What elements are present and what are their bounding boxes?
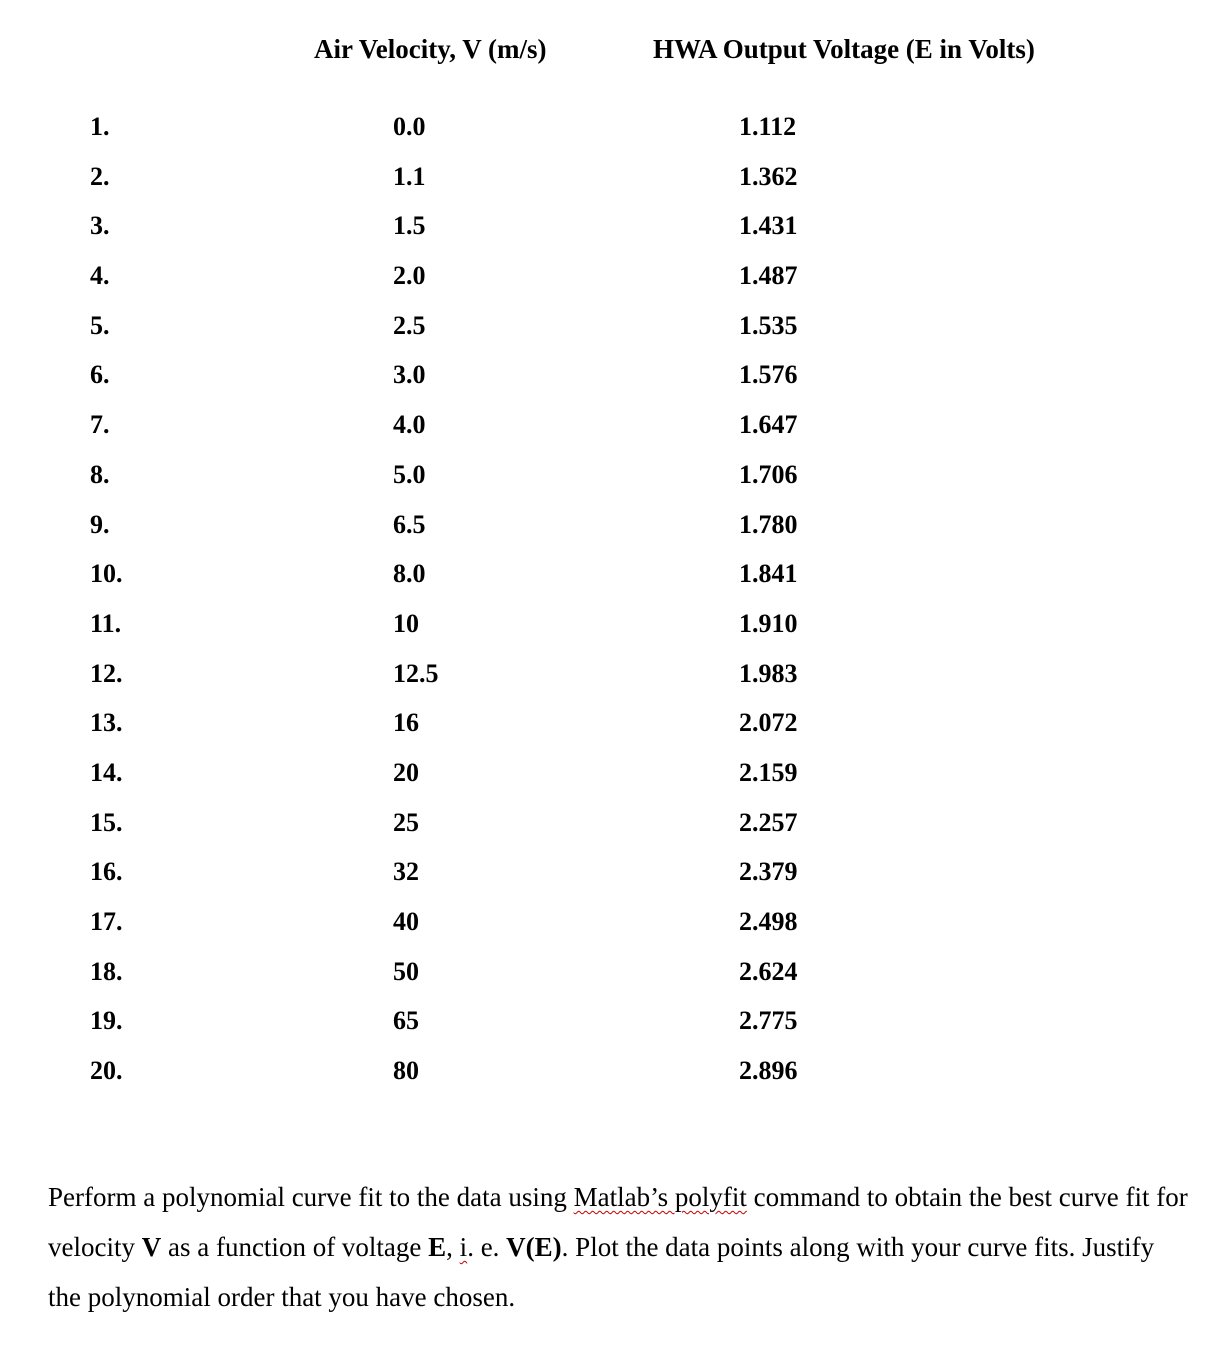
voltage-cell: 2.159 bbox=[739, 757, 798, 787]
velocity-cell: 5.0 bbox=[393, 459, 426, 489]
velocity-cell: 1.1 bbox=[393, 161, 426, 191]
velocity-cell: 12.5 bbox=[393, 658, 439, 688]
voltage-cell: 1.487 bbox=[739, 261, 798, 291]
voltage-cell: 2.896 bbox=[739, 1056, 798, 1086]
row-number: 16. bbox=[90, 857, 123, 887]
voltage-cell: 2.498 bbox=[739, 907, 798, 936]
table-row bbox=[0, 756, 1227, 806]
table-row bbox=[0, 358, 1227, 408]
instruction-paragraph bbox=[48, 1172, 1188, 1322]
voltage-cell: 1.576 bbox=[739, 360, 798, 390]
instruction-text: , bbox=[446, 1232, 460, 1262]
row-number: 1. bbox=[90, 112, 110, 141]
table-row bbox=[0, 209, 1227, 259]
instruction-text: . Plot the data points along with your curve fits. Justify the polynomial order that you have chosen. bbox=[48, 1232, 1155, 1312]
row-number: 15. bbox=[90, 807, 123, 837]
row-number: 18. bbox=[90, 956, 123, 986]
table-row bbox=[0, 706, 1227, 756]
velocity-cell: 10 bbox=[393, 608, 419, 638]
table-row bbox=[0, 905, 1227, 955]
voltage-cell: 2.257 bbox=[739, 807, 798, 837]
voltage-cell: 2.624 bbox=[739, 956, 798, 986]
velocity-cell: 25 bbox=[393, 807, 419, 837]
table-row bbox=[0, 806, 1227, 856]
velocity-cell: 65 bbox=[393, 1006, 419, 1036]
voltage-cell: 2.775 bbox=[739, 1006, 798, 1036]
row-number: 8. bbox=[90, 459, 110, 489]
voltage-column-header: HWA Output Voltage (E in Volts) bbox=[653, 34, 1035, 64]
instruction-text: . e. bbox=[467, 1232, 507, 1262]
velocity-cell: 20 bbox=[393, 757, 419, 787]
table-row bbox=[0, 408, 1227, 458]
velocity-cell: 50 bbox=[393, 956, 419, 986]
velocity-cell: 80 bbox=[393, 1056, 419, 1086]
instruction-text: as a function of voltage bbox=[161, 1232, 429, 1262]
voltage-cell: 1.431 bbox=[739, 211, 798, 241]
spellcheck-flagged-text: Matlab’s polyfit bbox=[573, 1182, 747, 1212]
velocity-cell: 16 bbox=[393, 708, 419, 738]
row-number: 19. bbox=[90, 1006, 123, 1036]
row-number: 6. bbox=[90, 360, 110, 390]
table-row bbox=[0, 607, 1227, 657]
velocity-cell: 2.0 bbox=[393, 261, 426, 291]
table-row bbox=[0, 110, 1227, 160]
voltage-cell: 2.379 bbox=[739, 857, 798, 887]
instruction-text: Perform a polynomial curve fit to the data using bbox=[48, 1182, 574, 1212]
row-number: 5. bbox=[90, 310, 110, 340]
velocity-cell: 1.5 bbox=[393, 211, 426, 241]
voltage-cell: 1.780 bbox=[739, 509, 798, 539]
row-number: 4. bbox=[90, 261, 110, 291]
voltage-cell: 1.983 bbox=[739, 658, 798, 688]
row-number: 14. bbox=[90, 757, 123, 787]
table-row bbox=[0, 160, 1227, 210]
velocity-cell: 6.5 bbox=[393, 509, 426, 539]
velocity-cell: 3.0 bbox=[393, 360, 426, 390]
velocity-cell: 4.0 bbox=[393, 410, 426, 440]
velocity-cell: 32 bbox=[393, 857, 419, 887]
table-row bbox=[0, 508, 1227, 558]
instruction-text: command to obtain the best curve fit for velocity bbox=[48, 1182, 1188, 1262]
voltage-cell: 2.072 bbox=[739, 708, 798, 738]
row-number: 20. bbox=[90, 1056, 123, 1086]
instruction-bold-text: V(E) bbox=[506, 1232, 562, 1262]
instruction-bold-text: E bbox=[428, 1232, 447, 1262]
table-row bbox=[0, 458, 1227, 508]
table-row bbox=[0, 557, 1227, 607]
data-table bbox=[0, 110, 1227, 1104]
velocity-cell: 40 bbox=[393, 907, 419, 936]
table-row bbox=[0, 1054, 1227, 1104]
voltage-cell: 1.910 bbox=[739, 608, 798, 638]
row-number: 3. bbox=[90, 211, 110, 241]
velocity-cell: 0.0 bbox=[393, 112, 426, 141]
row-number: 2. bbox=[90, 161, 110, 191]
row-number: 9. bbox=[90, 509, 110, 539]
voltage-cell: 1.841 bbox=[739, 559, 798, 589]
table-row bbox=[0, 1004, 1227, 1054]
row-number: 7. bbox=[90, 410, 110, 440]
velocity-cell: 2.5 bbox=[393, 310, 426, 340]
row-number: 13. bbox=[90, 708, 123, 738]
row-number: 12. bbox=[90, 658, 123, 688]
voltage-cell: 1.362 bbox=[739, 161, 798, 191]
table-row bbox=[0, 955, 1227, 1005]
spellcheck-flagged-text: i bbox=[459, 1232, 468, 1262]
voltage-cell: 1.112 bbox=[739, 112, 797, 141]
voltage-cell: 1.647 bbox=[739, 410, 798, 440]
instruction-bold-text: V bbox=[141, 1232, 162, 1262]
velocity-cell: 8.0 bbox=[393, 559, 426, 589]
voltage-cell: 1.706 bbox=[739, 459, 798, 489]
row-number: 11. bbox=[90, 608, 122, 638]
velocity-column-header: Air Velocity, V (m/s) bbox=[314, 34, 547, 64]
voltage-cell: 1.535 bbox=[739, 310, 798, 340]
table-row bbox=[0, 855, 1227, 905]
row-number: 10. bbox=[90, 559, 123, 589]
table-row bbox=[0, 259, 1227, 309]
row-number: 17. bbox=[90, 907, 123, 936]
table-row bbox=[0, 657, 1227, 707]
table-row bbox=[0, 309, 1227, 359]
